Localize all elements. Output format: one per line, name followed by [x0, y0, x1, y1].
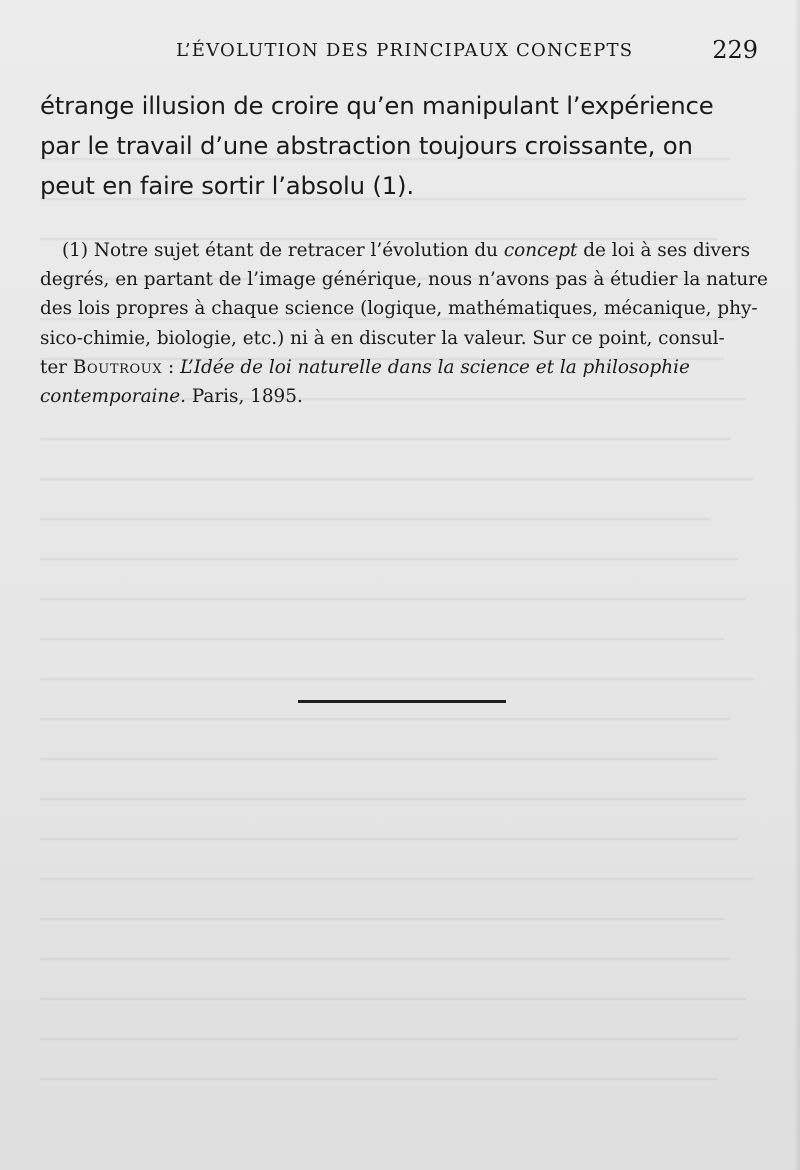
footnote-line-5-start: ter [40, 356, 73, 378]
body-paragraph [40, 86, 758, 206]
footnote-work-title-cont: contemporaine. [40, 386, 186, 408]
footnote-colon: : [162, 356, 181, 378]
footnote-emphasis-concept: concept [503, 240, 578, 261]
page-edge-shadow [794, 0, 800, 1170]
footnote-line-1 [40, 236, 758, 265]
footnote-publication: Paris, 1895. [186, 386, 303, 408]
footnote-line-2: degrés, en partant de l’image générique, nous n’avons pas à étudier la nature [40, 269, 768, 291]
body-line-2: par le travail d’une abstraction toujours croissante, on [40, 131, 693, 160]
footnote [40, 236, 768, 411]
footnote-work-title: L’Idée de loi naturelle dans la science et la philosophie [180, 356, 690, 378]
footnote-line-3: des lois propres à chaque science (logique, mathématiques, mécanique, phy- [40, 298, 758, 320]
running-head: L’ÉVOLUTION DES PRINCIPAUX CONCEPTS [176, 40, 634, 61]
body-line-1: étrange illusion de croire qu’en manipulant l’expérience [40, 91, 714, 120]
body-line-3: peut en faire sortir l’absolu (1). [40, 171, 414, 200]
footnote-line-4: sico-chimie, biologie, etc.) ni à en discuter la valeur. Sur ce point, consul- [40, 327, 725, 349]
footnote-line-6 [40, 382, 758, 411]
page-number: 229 [712, 36, 758, 64]
footnote-line-1-start: (1) Notre sujet étant de retracer l’évolution du [62, 240, 504, 261]
footnote-author: Boutroux [72, 356, 163, 378]
footnote-line-5 [40, 353, 758, 382]
section-divider-rule [298, 700, 506, 703]
page-header [0, 34, 800, 68]
footnote-line-1-end: de loi à ses divers [577, 240, 751, 261]
